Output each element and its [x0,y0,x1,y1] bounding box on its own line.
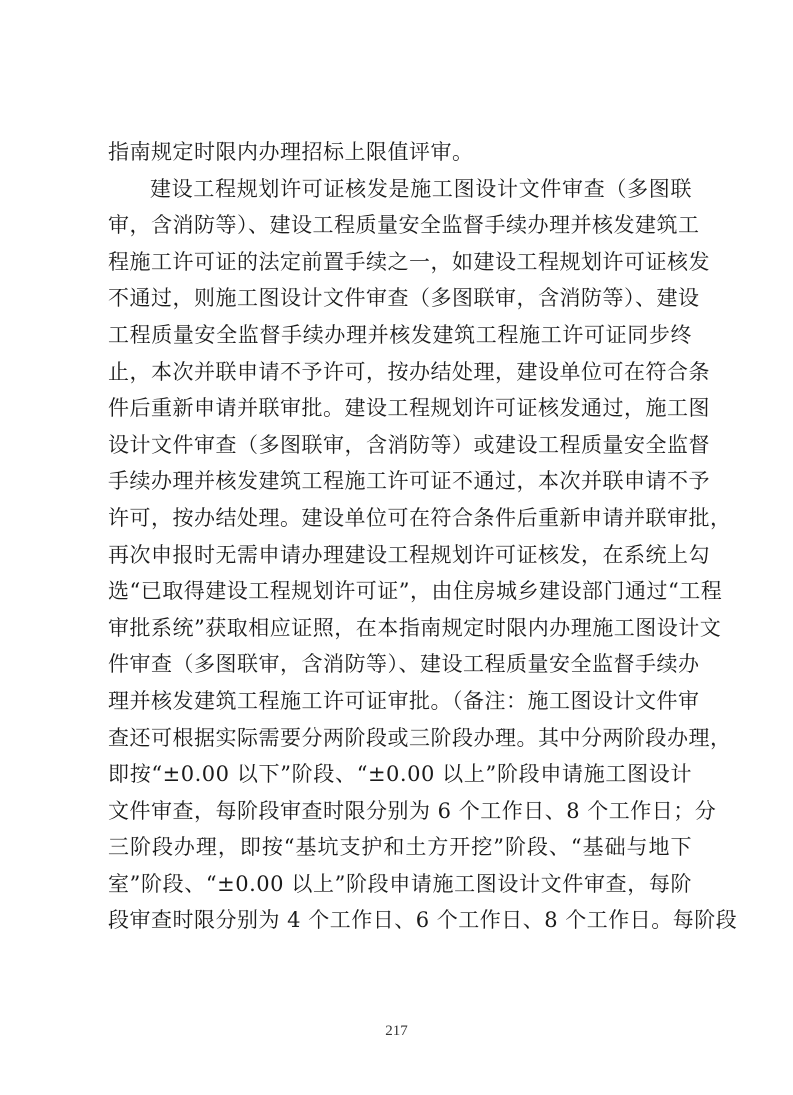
text-line: 理并核发建筑工程施工许可证审批。（备注：施工图设计文件审 [108,688,700,713]
text-line: 设计文件审查（多图联审，含消防等）或建设工程质量安全监督 [108,432,710,457]
text-line: 三阶段办理，即按“基坑支护和土方开挖”阶段、“基础与地下 [108,835,692,860]
body-text [108,134,738,939]
text-line: 指南规定时限内办理招标上限值评审。 [108,140,474,164]
text-line: 即按“±0.00 以下”阶段、“±0.00 以上”阶段申请施工图设计 [108,762,692,787]
text-line: 止，本次并联申请不予许可，按办结处理，建设单位可在符合条 [108,359,710,384]
text-line: 手续办理并核发建筑工程施工许可证不通过，本次并联申请不予 [108,469,710,494]
text-line: 不通过，则施工图设计文件审查（多图联审，含消防等）、建设 [108,286,700,311]
text-line: 选“已取得建设工程规划许可证”，由住房城乡建设部门通过“工程 [108,579,723,604]
text-line: 工程质量安全监督手续办理并核发建筑工程施工许可证同步终 [108,322,692,347]
text-line: 审批系统”获取相应证照，在本指南规定时限内办理施工图设计文 [108,615,722,640]
text-line: 审，含消防等）、建设工程质量安全监督手续办理并核发建筑工 [108,213,700,238]
text-line: 查还可根据实际需要分两阶段或三阶段办理。其中分两阶段办理， [108,725,732,750]
paragraph-start-line: 建设工程规划许可证核发是施工图设计文件审查（多图联 [150,176,692,201]
text-line: 再次申报时无需申请办理建设工程规划许可证核发，在系统上勾 [108,542,710,567]
text-line: 段审查时限分别为 4 个工作日、6 个工作日、8 个工作日。每阶段 [108,908,738,933]
text-line: 许可，按办结处理。建设单位可在符合条件后重新申请并联审批， [108,505,732,530]
text-line: 件审查（多图联审，含消防等）、建设工程质量安全监督手续办 [108,652,700,677]
page-number: 217 [385,1023,408,1039]
text-line: 件后重新申请并联审批。建设工程规划许可证核发通过，施工图 [108,396,710,421]
text-line: 室”阶段、“±0.00 以上”阶段申请施工图设计文件审查，每阶 [108,871,692,896]
text-line: 程施工许可证的法定前置手续之一，如建设工程规划许可证核发 [108,249,710,274]
text-line: 文件审查，每阶段审查时限分别为 6 个工作日、8 个工作日；分 [108,798,717,823]
